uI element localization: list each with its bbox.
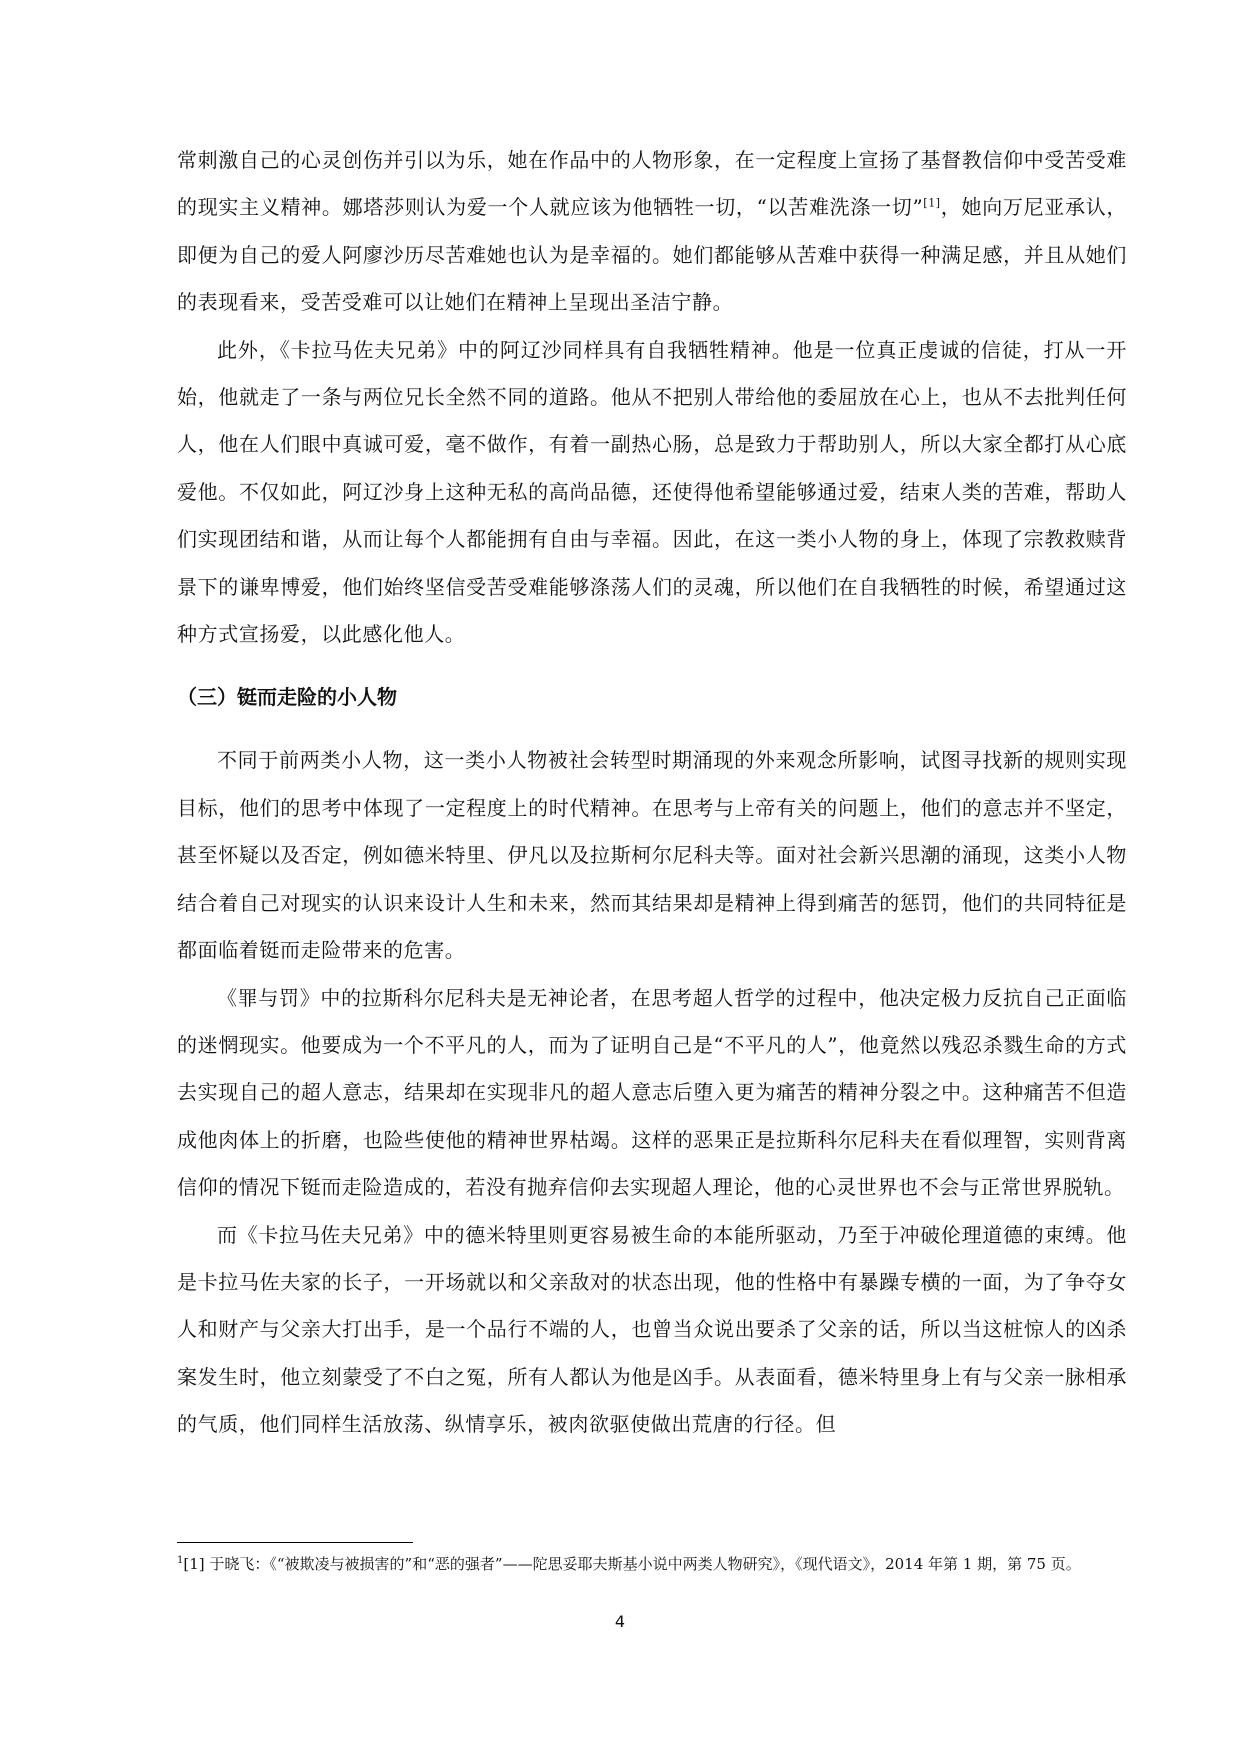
footnote — [177, 1552, 1125, 1577]
paragraph-1-text-b: ，她向万尼亚承认，即便为自己的爱人阿廖沙历尽苦难她也认为是幸福的。她们都能够从苦难中获得一种满足感，并且从她们的表现看来，受苦受难可以让她们在精神上呈现出圣洁宁静。 — [177, 195, 1127, 315]
paragraph-1-text-a: 常刺激自己的心灵创伤并引以为乐，她在作品中的人物形象，在一定程度上宣扬了基督教信仰中受苦受难的现实主义精神。娜塔莎则认为爱一个人就应该为他牺牲一切，“以苦难洗涤一切” — [177, 148, 1127, 220]
footnote-text: [1] 于晓飞：《“被欺凌与被损害的”和“恶的强者”——陀思妥耶夫斯基小说中两类人物研究》，《现代语文》，2014 年第 1 期，第 75 页。 — [183, 1555, 1081, 1573]
paragraph-4: 《罪与罚》中的拉斯科尔尼科夫是无神论者，在思考超人哲学的过程中，他决定极力反抗自己正面临的迷惘现实。他要成为一个不平凡的人，而为了证明自己是“不平凡的人”，他竟然以残忍杀戮生命的方式去实现自己的超人意志，结果却在实现非凡的超人意志后堕入更为痛苦的精神分裂之中。这种痛苦不但造成他肉体上的折磨，也险些使他的精神世界枯竭。这样的恶果正是拉斯科尔尼科夫在看似理智，实则背离信仰的情况下铤而走险造成的，若没有抛弃信仰去实现超人理论，他的心灵世界也不会与正常世界脱轨。 — [177, 985, 1127, 1200]
page-number: 4 — [614, 1612, 626, 1631]
paragraph-2: 此外，《卡拉马佐夫兄弟》中的阿辽沙同样具有自我牺牲精神。他是一位真正虔诚的信徒，打从一开始，他就走了一条与两位兄长全然不同的道路。他从不把别人带给他的委屈放在心上，也从不去批判任何人，他在人们眼中真诚可爱，毫不做作，有着一副热心肠，总是致力于帮助别人，所以大家全都打从心底爱他。不仅如此，阿辽沙身上这种无私的高尚品德，还使得他希望能够通过爱，结束人类的苦难，帮助人们实现团结和谐，从而让每个人都能拥有自由与幸福。因此，在这一类小人物的身上，体现了宗教救赎背景下的谦卑博爱，他们始终坚信受苦受难能够涤荡人们的灵魂，所以他们在自我牺牲的时候，希望通过这种方式宣扬爱，以此感化他人。 — [177, 337, 1127, 647]
footnote-mark: 1 — [177, 1555, 184, 1566]
section-heading: （三）铤而走险的小人物 — [177, 685, 397, 710]
footnote-separator — [177, 1542, 413, 1543]
paragraph-3: 不同于前两类小人物，这一类小人物被社会转型时期涌现的外来观念所影响，试图寻找新的规则实现目标，他们的思考中体现了一定程度上的时代精神。在思考与上帝有关的问题上，他们的意志并不坚定，甚至怀疑以及否定，例如德米特里、伊凡以及拉斯柯尔尼科夫等。面对社会新兴思潮的涌现，这类小人物结合着自己对现实的认识来设计人生和未来，然而其结果却是精神上得到痛苦的惩罚，他们的共同特征是都面临着铤而走险带来的危害。 — [177, 748, 1127, 963]
body-text — [177, 137, 1127, 1449]
paragraph-1 — [177, 137, 1127, 327]
paragraph-5: 而《卡拉马佐夫兄弟》中的德米特里则更容易被生命的本能所驱动，乃至于冲破伦理道德的束缚。他是卡拉马佐夫家的长子，一开场就以和父亲敌对的状态出现，他的性格中有暴躁专横的一面，为了争夺女人和财产与父亲大打出手，是一个品行不端的人，也曾当众说出要杀了父亲的话，所以当这桩惊人的凶杀案发生时，他立刻蒙受了不白之冤，所有人都认为他是凶手。从表面看，德米特里身上有与父亲一脉相承的气质，他们同样生活放荡、纵情享乐，被肉欲驱使做出荒唐的行径。但 — [177, 1222, 1127, 1437]
citation-ref: [1] — [923, 196, 941, 210]
